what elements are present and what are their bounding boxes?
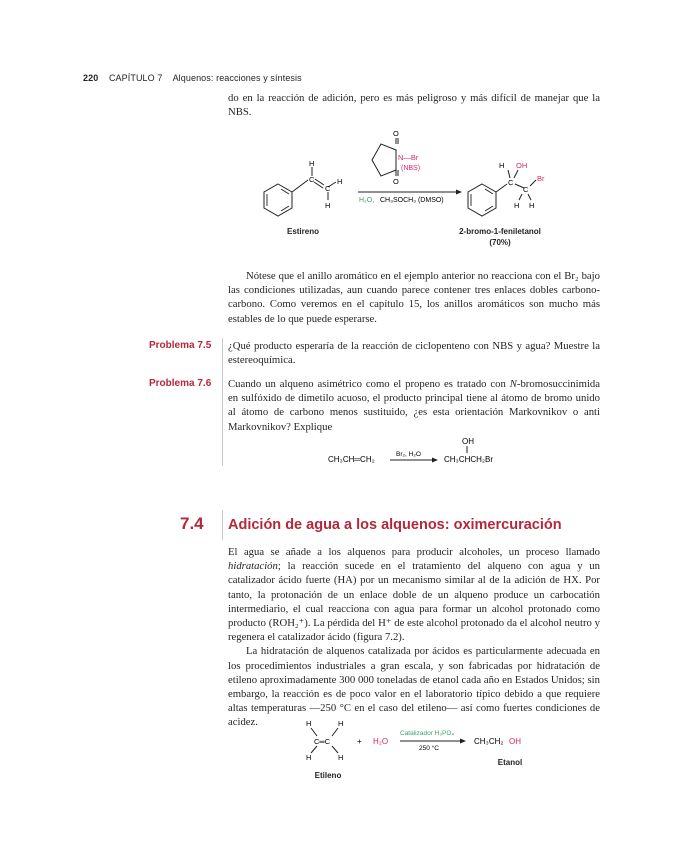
- ethanol-ch3ch2: CH₃CH₂: [474, 737, 504, 746]
- propene-product-formula: CH₃CHCH₂Br: [444, 455, 494, 464]
- intro-paragraph: [228, 91, 600, 119]
- product-br: Br: [537, 174, 545, 183]
- styrene-h-bottom: H: [325, 201, 331, 210]
- problem-7-6-text-before: Cuando un alqueno asimétrico como el propeno es tratado con: [228, 378, 510, 390]
- note-paragraph: [228, 269, 600, 326]
- problem-7-6-label: Problema 7.6: [149, 378, 212, 389]
- section-p1-italic: hidratación: [228, 560, 278, 573]
- problem-7-6-text: [228, 377, 600, 434]
- section-body: [228, 545, 600, 730]
- styrene-h-top: H: [309, 159, 315, 168]
- ethylene-double-bond: C═C: [314, 737, 331, 746]
- problem-7-5-text: ¿Qué producto esperaría de la reacción de ciclopenteno con NBS y agua? Muestre la estereoquímica.: [228, 340, 600, 367]
- problem-7-6-text-italic: N: [509, 378, 517, 390]
- problem-7-5-label: Problema 7.5: [149, 340, 212, 351]
- nbs-n-br: N—Br: [398, 153, 419, 162]
- product-oh: OH: [516, 161, 528, 170]
- product-h-top: H: [499, 161, 505, 170]
- section-rule: [222, 510, 223, 540]
- product-c2: C: [523, 185, 529, 194]
- running-header: [83, 73, 302, 83]
- nbs-oxygen-top: O: [393, 129, 399, 138]
- temperature-label: 250 °C: [419, 745, 439, 752]
- styrene-c1: C: [309, 175, 315, 184]
- problem-7-6-text-after: -bromosuccinimida en sulfóxido de dimetilo acuoso, el producto principal tiene al átomo de bromo unido al átomo de carbono menos sustituido, ¿es esta orientación Markovnikov o anti Markovnikov? Explique: [228, 378, 600, 433]
- styrene-c2: C: [325, 184, 331, 193]
- product-benzene-ring: [468, 184, 496, 216]
- plus-sign: +: [357, 737, 362, 746]
- product-side-chain: [496, 161, 545, 210]
- conditions-water: H₂O,: [359, 197, 375, 204]
- ethanol-name: Etanol: [497, 758, 523, 767]
- scheme-propene-bromohydrin: [320, 432, 520, 468]
- ethylene-h-bottom-left: H: [306, 753, 312, 762]
- ethylene-h-top-right: H: [338, 719, 344, 728]
- ethanol-oh: OH: [509, 737, 521, 746]
- section-p1-before: El agua se añade a los alquenos para producir alcoholes, un proceso llamado: [228, 546, 600, 558]
- product-c1: C: [508, 178, 514, 187]
- product-name: 2-bromo-1-feniletanol: [459, 227, 541, 236]
- section-paragraph-1: [228, 545, 600, 644]
- propene-reagents: Br₂, H₂O: [396, 451, 421, 458]
- water-reagent: H₂O: [373, 737, 389, 746]
- problem-7-6: [228, 377, 600, 434]
- styrene-name: Estireno: [286, 227, 319, 236]
- page-number: 220: [83, 73, 99, 83]
- chapter-label: CAPÍTULO 7: [108, 73, 163, 83]
- product-h-bottom-left: H: [514, 201, 520, 210]
- section-p1-after: ; la reacción sucede en el tratamiento del alqueno con agua y un catalizador ácido fuerte (HA) por un mecanismo similar al de la adición de HX. Por tanto, la protonación de un enlace doble de un alqueno produce un carbocatión intermediario, el cual reacciona con agua para formar un alcohol protonado como producto (ROH₂⁺). La pérdida del H⁺ de este alcohol protonado da el alcohol neutro y regenera el catalizador ácido (figura 7.2).: [228, 560, 600, 644]
- chapter-title: Alquenos: reacciones y síntesis: [172, 73, 302, 83]
- section-paragraph-2: La hidratación de alquenos catalizada por ácidos es particularmente adecuada en los procedimientos industriales a gran escala, y son fabricadas por hidratación de etileno aproximadamente 300 000 toneladas de etanol cada año en Estados Unidos; sin embargo, la reacción es de poco valor en el laboratorio típico debido a que requiere altas temperaturas —250 °C en el caso del etileno— así como fuertes condiciones de acidez.: [228, 645, 600, 729]
- product-yield: (70%): [489, 238, 511, 247]
- nbs-structure: [372, 129, 420, 186]
- catalyst-label: Catalizador H₃PO₄: [400, 730, 455, 737]
- nbs-oxygen-bottom: O: [393, 177, 399, 186]
- conditions-dmso: CH₃SOCH₃ (DMSO): [380, 197, 444, 204]
- problem-7-5: [228, 339, 600, 367]
- styrene-vinyl-group: [292, 159, 342, 210]
- note-text: Nótese que el anillo aromático en el ejemplo anterior no reacciona con el Br₂ bajo las condiciones utilizadas, aun cuando parece contener tres enlaces dobles carbono-carbono. Como veremos en el capítulo 15, los anillos aromáticos son mucho más estables de lo que puede esperarse.: [228, 270, 600, 325]
- intro-text: do en la reacción de adición, pero es más peligroso y más difícil de manejar que la NBS.: [228, 92, 600, 119]
- problems-rule: [222, 338, 223, 466]
- propene-product-oh: OH: [462, 437, 474, 446]
- section-title: Adición de agua a los alquenos: oximercuración: [228, 517, 562, 533]
- ethylene-h-bottom-right: H: [338, 753, 344, 762]
- reaction-arrow-1: [358, 190, 462, 205]
- propene-formula: CH₃CH═CH₂: [328, 455, 375, 464]
- nbs-label: (NBS): [401, 165, 421, 172]
- ethylene-name: Etileno: [314, 771, 342, 780]
- styrene-benzene-ring: [264, 184, 292, 216]
- ethylene-h-top-left: H: [306, 719, 312, 728]
- product-h-bottom-right: H: [529, 201, 535, 210]
- scheme-styrene-bromohydrin: [228, 128, 608, 228]
- styrene-h-right: H: [337, 177, 343, 186]
- section-number: 7.4: [180, 514, 204, 533]
